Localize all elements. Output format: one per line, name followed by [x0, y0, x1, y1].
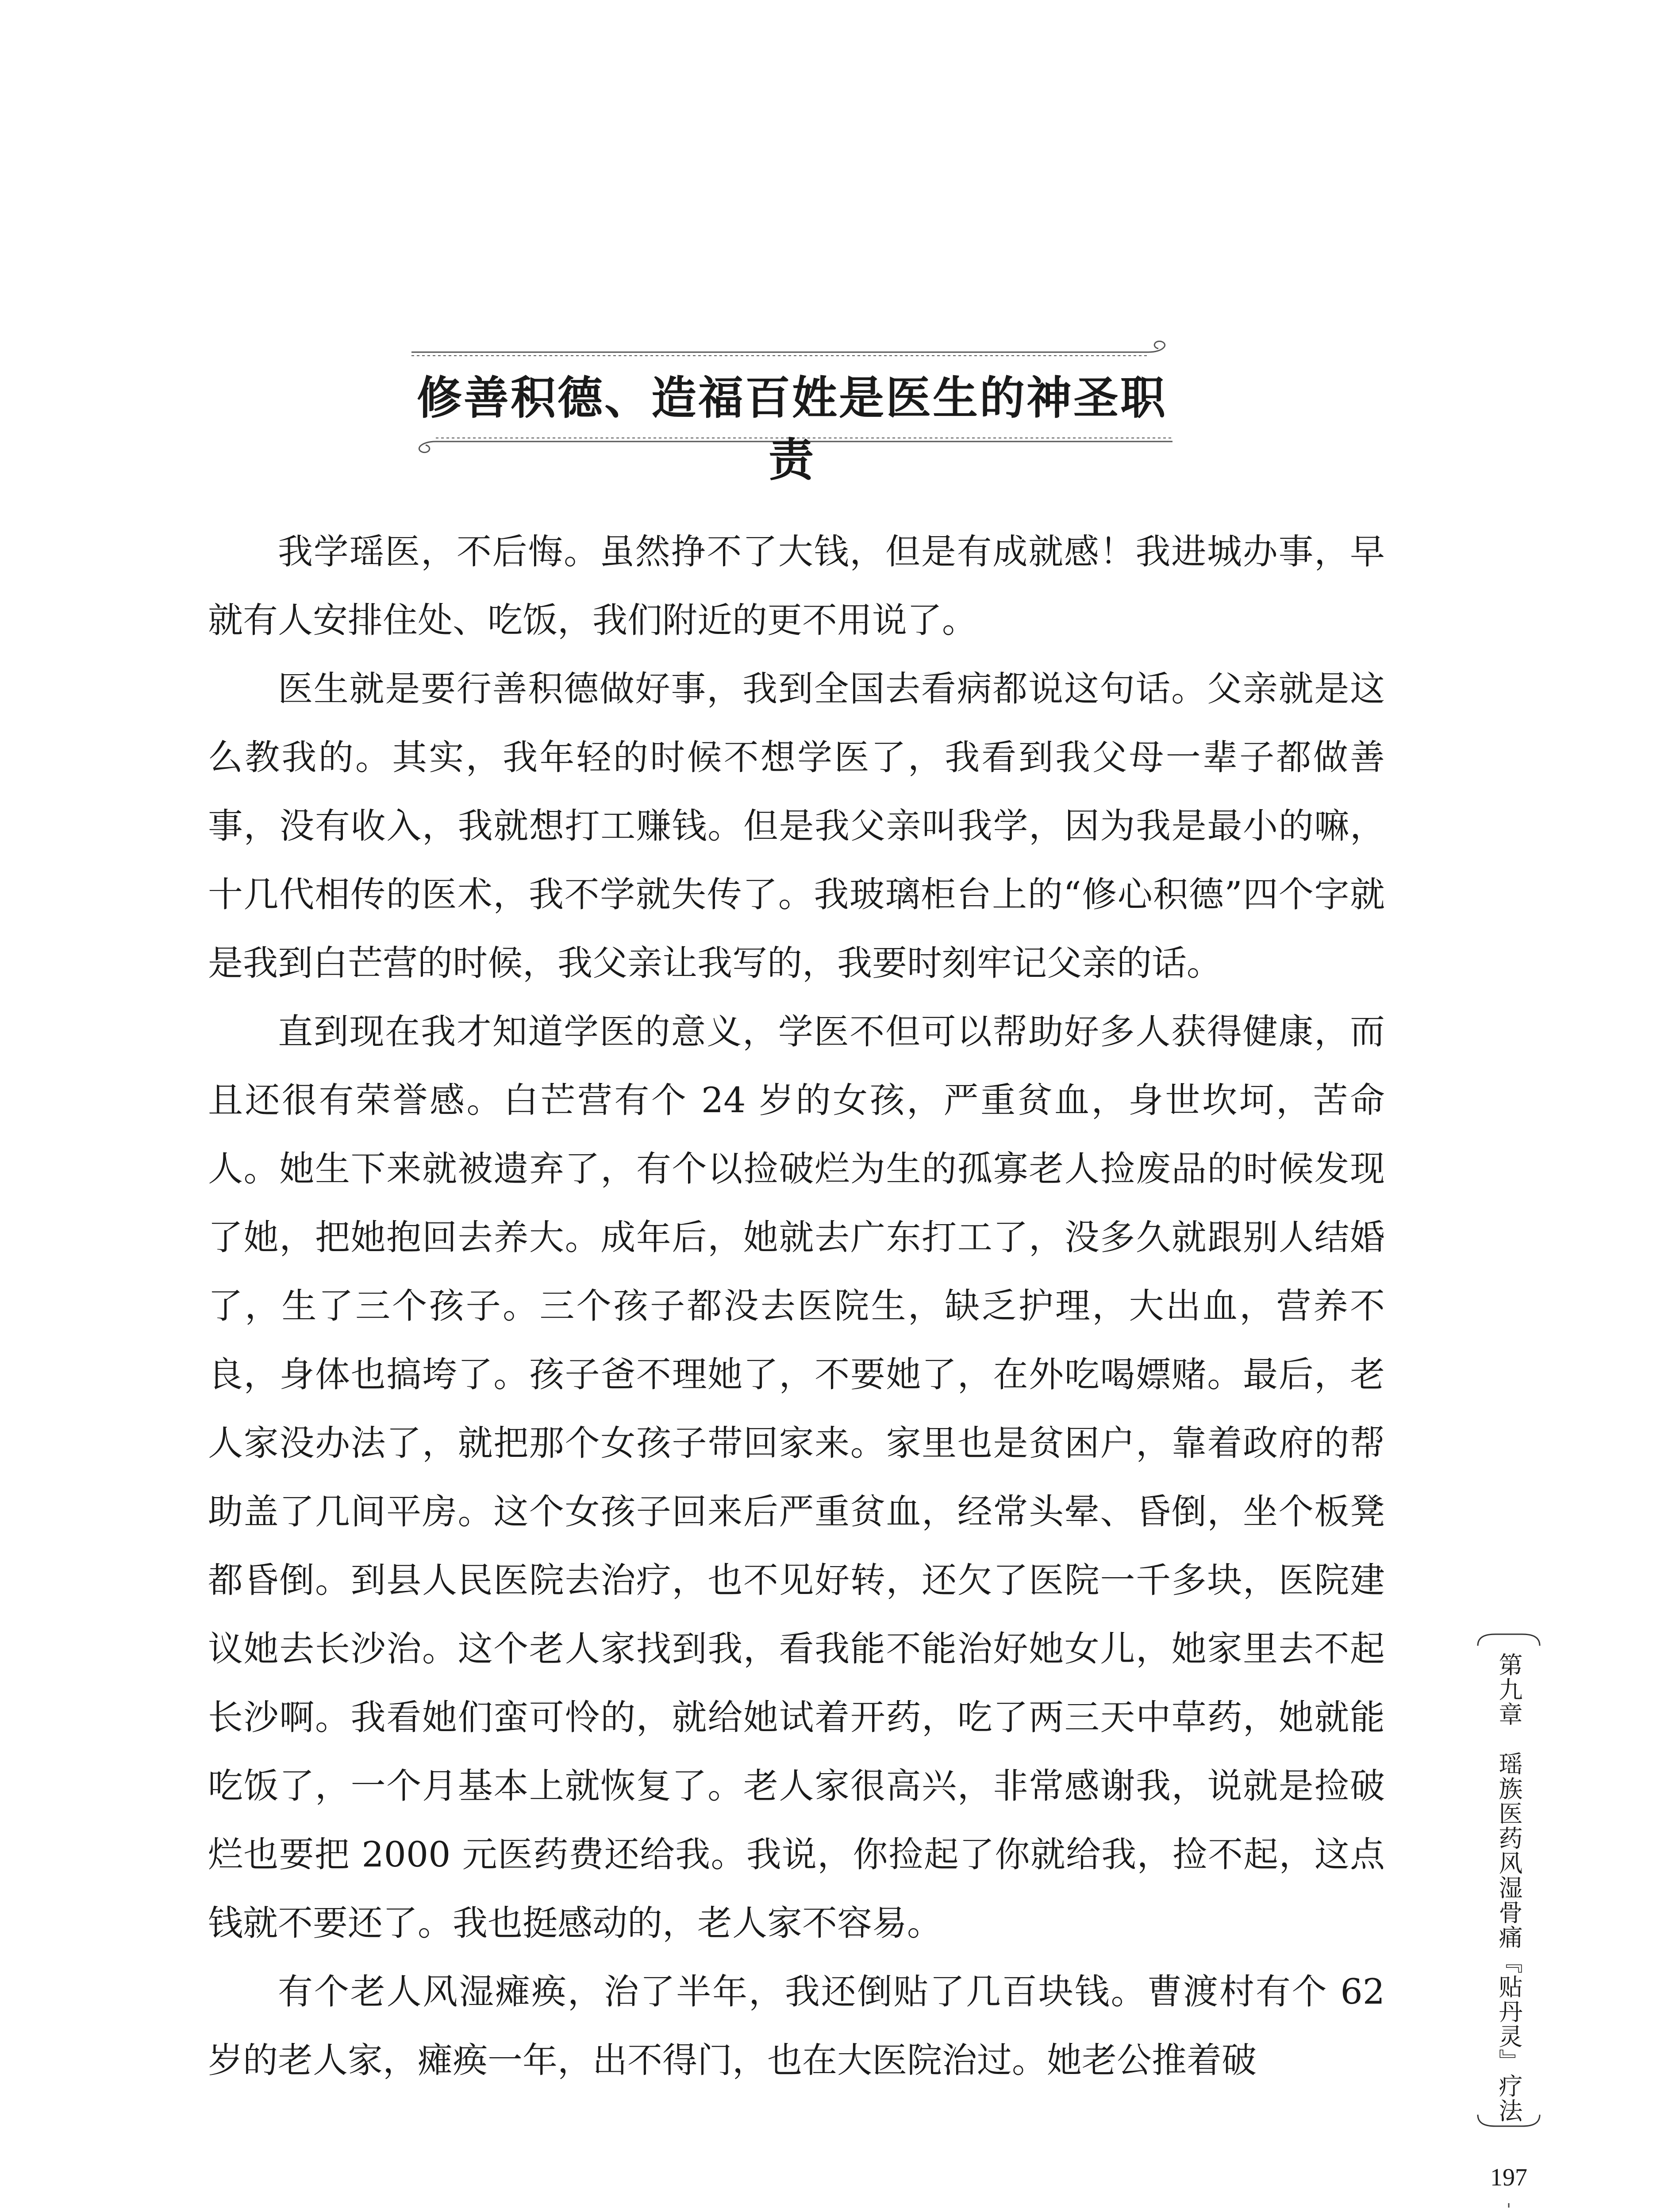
paragraph: 有个老人风湿瘫痪，治了半年，我还倒贴了几百块钱。曹渡村有个 62 岁的老人家，瘫痪一年，出不得门，也在大医院治过。她老公推着破	[208, 1971, 1385, 2081]
paragraph: 医生就是要行善积德做好事，我到全国去看病都说这句话。父亲就是这么教我的。其实，我年轻的时候不想学医了，我看到我父母一辈子都做善事，没有收入，我就想打工赚钱。但是我父亲叫我学，因为我是最小的嘛，十几代相传的医术，我不学就失传了。我玻璃柜台上的“修心积德”四个字就是我到白芒营的时候，我父亲让我写的，我要时刻牢记父亲的话。	[208, 668, 1385, 983]
margin-dotted-line-icon	[1508, 2203, 1510, 2212]
chapter-label: 第九章 瑶族医药风湿骨痛『贴丹灵』疗法	[1495, 1652, 1523, 2123]
paragraph: 我学瑶医，不后悔。虽然挣不了大钱，但是有成就感！我进城办事，早就有人安排住处、吃饭，我们附近的更不用说了。	[208, 531, 1385, 641]
chapter-side-marker	[1473, 1632, 1544, 2128]
page-title: 修善积德、造福百姓是医生的神圣职责	[417, 372, 1167, 487]
paragraph: 直到现在我才知道学医的意义，学医不但可以帮助好多人获得健康，而且还很有荣誉感。白芒营有个 24 岁的女孩，严重贫血，身世坎坷，苦命人。她生下来就被遗弃了，有个以捡破烂为生的孤寡老人捡废品的时候发现了她，把她抱回去养大。成年后，她就去广东打工了，没多久就跟别人结婚了，生了三个孩子。三个孩子都没去医院生，缺乏护理，大出血，营养不良，身体也搞垮了。孩子爸不理她了，不要她了，在外吃喝嫖赌。最后，老人家没办法了，就把那个女孩子带回家来。家里也是贫困户，靠着政府的帮助盖了几间平房。这个女孩子回来后严重贫血，经常头晕、昏倒，坐个板凳都昏倒。到县人民医院去治疗，也不见好转，还欠了医院一千多块，医院建议她去长沙治。这个老人家找到我，看我能不能治好她女儿，她家里去不起长沙啊。我看她们蛮可怜的，就给她试着开药，吃了两三天中草药，她就能吃饭了，一个月基本上就恢复了。老人家很高兴，非常感谢我，说就是捡破烂也要把 2000 元医药费还给我。我说，你捡起了你就给我，捡不起，这点钱就不要还了。我也挺感动的，老人家不容易。	[208, 1011, 1385, 1943]
body-text	[208, 518, 1385, 2095]
chapter-title-block	[411, 341, 1172, 487]
page-number: 197	[1490, 2164, 1527, 2191]
